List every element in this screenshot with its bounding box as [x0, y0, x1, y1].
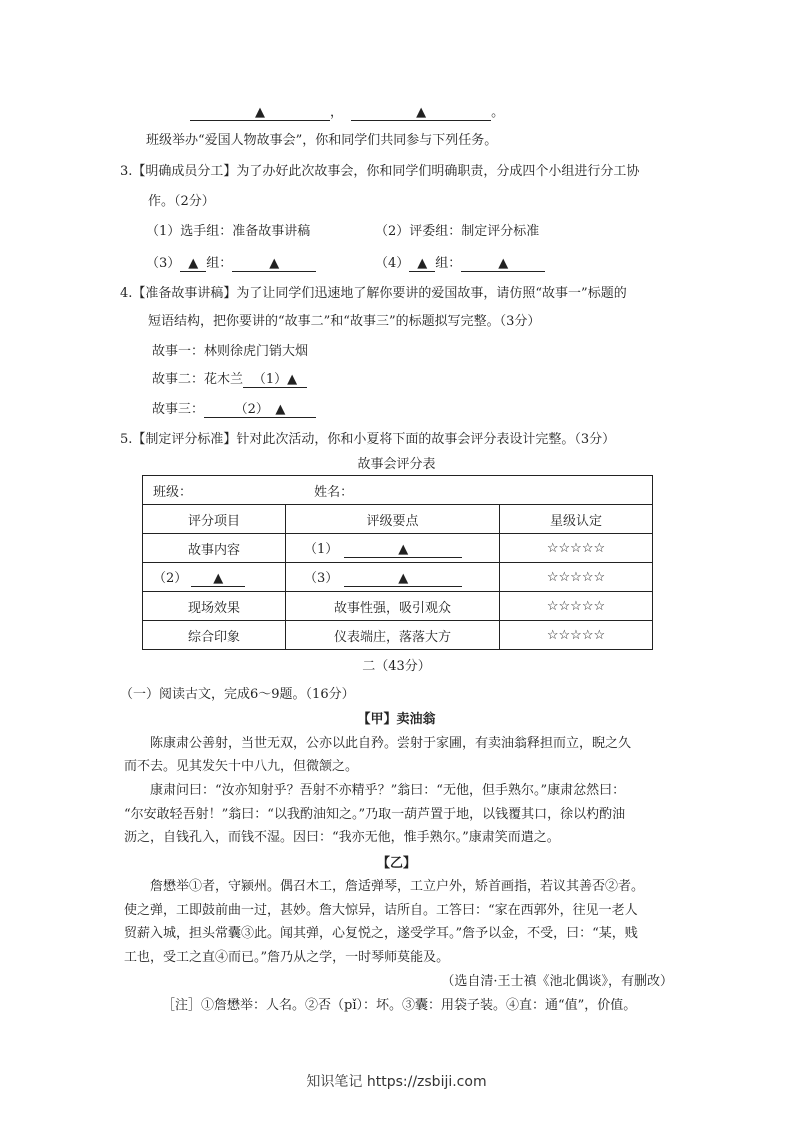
triangle-icon: ▲	[213, 571, 224, 586]
passage-line: 贸薪入城，担头常囊③此。闻其弹，心复悦之，遂受学耳。”詹予以金，不受，曰：“某，贱	[124, 926, 638, 941]
triangle-icon: ▲	[498, 256, 509, 271]
header-cell: 星级认定	[500, 505, 653, 534]
answer-blank[interactable]	[344, 571, 462, 587]
triangle-icon: ▲	[416, 105, 427, 120]
answer-blank[interactable]	[180, 256, 206, 272]
point-cell: 仪表端庄，落落大方	[286, 621, 500, 650]
passage-notes: ［注］①詹懋举：人名。②否（pǐ）：坏。③囊：用袋子装。④直：通“值”，价值。	[162, 998, 637, 1013]
score-table	[142, 475, 653, 650]
star-rating: ☆☆☆☆☆	[500, 563, 653, 592]
table-row	[143, 621, 653, 650]
table-row	[143, 476, 653, 505]
table-row	[143, 563, 653, 592]
answer-blank[interactable]: （1）▲	[243, 372, 307, 388]
answer-blank[interactable]	[344, 542, 462, 558]
passage-line: “尔安敢轻吾射！”翁曰：“以我酌油知之。”乃取一葫芦置于地，以钱覆其口，徐以杓酌油	[124, 807, 626, 822]
answer-blank[interactable]	[190, 105, 330, 121]
reading-intro: （一）阅读古文，完成6～9题。（16分）	[120, 687, 355, 702]
answer-blank[interactable]: （2） ▲	[204, 402, 316, 418]
answer-blank[interactable]	[232, 256, 316, 272]
item-cell: 故事内容	[143, 534, 286, 563]
triangle-icon: ▲	[255, 105, 265, 120]
item-cell: （2） ▲	[143, 563, 286, 592]
table-header-row	[143, 505, 653, 534]
footer-watermark: 知识笔记 https://zsbiji.com	[306, 1074, 487, 1090]
intro-text: 班级举办“爱国人物故事会”，你和同学们共同参与下列任务。	[146, 133, 498, 148]
triangle-icon: ▲	[417, 256, 428, 271]
table-title: 故事会评分表	[357, 457, 436, 472]
triangle-icon: ▲	[188, 256, 199, 271]
passage-line: 工也，受工之直④而已。”詹乃从之学，一时琴师莫能及。	[124, 950, 450, 965]
passage-line: 陈康肃公善射，当世无双，公亦以此自矜。尝射于家圃，有卖油翁释担而立，睨之久	[124, 736, 632, 751]
class-name-cell: 班级： 姓名：	[143, 476, 653, 505]
point-cell: 故事性强，吸引观众	[286, 592, 500, 621]
triangle-icon: ▲	[269, 256, 280, 271]
q3-item1: （1）选手组：准备故事讲稿	[146, 224, 311, 239]
q3-item4: （4） ▲ 组： ▲	[375, 255, 545, 273]
passage-source: （选自清·王士禛《池北偶谈》，有删改）	[441, 974, 673, 989]
answer-blank[interactable]	[409, 256, 435, 272]
passage-line: 詹懋举①者，守颍州。偶召木工，詹适弹琴，工立户外，矫首画指，若议其善否②者。	[124, 879, 645, 894]
answer-blank[interactable]	[461, 256, 545, 272]
triangle-icon: ▲	[398, 542, 409, 557]
q5-line1: 5.【制定评分标准】针对此次活动，你和小夏将下面的故事会评分表设计完整。（3分）	[120, 432, 616, 447]
story2: 故事二：花木兰 （1）▲	[152, 371, 307, 389]
passage-jia-title: 【甲】卖油翁	[357, 712, 436, 727]
passage-line: 沥之，自钱孔入，而钱不湿。因曰：“我亦无他，惟手熟尔。”康肃笑而遣之。	[124, 830, 560, 845]
passage-line: 而不去。见其发矢十中八九，但微颔之。	[124, 759, 359, 774]
q3-line1: 3.【明确成员分工】为了办好此次故事会，你和同学们明确职责，分成四个小组进行分工协	[120, 164, 640, 179]
triangle-icon: ▲	[398, 571, 409, 586]
q4-line1: 4.【准备故事讲稿】为了让同学们迅速地了解你要讲的爱国故事，请仿照“故事一”标题的	[120, 286, 627, 301]
passage-line: 使之弹，工即鼓前曲一过，甚妙。詹大惊异，诘所自。工答曰：“家在西郭外，往见一老人	[124, 903, 638, 918]
q3-line2: 作。（2分）	[148, 194, 215, 209]
q4-line2: 短语结构，把你要讲的“故事二”和“故事三”的标题拟写完整。（3分）	[148, 314, 541, 329]
header-cell: 评级要点	[286, 505, 500, 534]
passage-yi-title: 【乙】	[376, 856, 416, 871]
q3-item2: （2）评委组：制定评分标准	[375, 224, 540, 239]
header-cell: 评分项目	[143, 505, 286, 534]
point-cell: （3） ▲	[286, 563, 500, 592]
story1: 故事一：林则徐虎门销大烟	[152, 344, 309, 359]
star-rating: ☆☆☆☆☆	[500, 592, 653, 621]
star-rating: ☆☆☆☆☆	[500, 534, 653, 563]
point-cell: （1） ▲	[286, 534, 500, 563]
table-row	[143, 592, 653, 621]
story3: 故事三： （2） ▲	[152, 401, 316, 419]
passage-line: 康肃问曰：“汝亦知射乎？吾射不亦精乎？”翁曰：“无他，但手熟尔。”康肃忿然曰：	[124, 783, 626, 798]
item-cell: 综合印象	[143, 621, 286, 650]
answer-blank[interactable]	[191, 571, 245, 587]
answer-blank[interactable]	[351, 105, 491, 121]
section-heading: 二（43分）	[362, 659, 431, 674]
q3-item3: （3） ▲ 组： ▲	[146, 255, 316, 273]
top-blanks: ▲ ， ▲ 。	[190, 104, 504, 122]
item-cell: 现场效果	[143, 592, 286, 621]
star-rating: ☆☆☆☆☆	[500, 621, 653, 650]
table-row	[143, 534, 653, 563]
